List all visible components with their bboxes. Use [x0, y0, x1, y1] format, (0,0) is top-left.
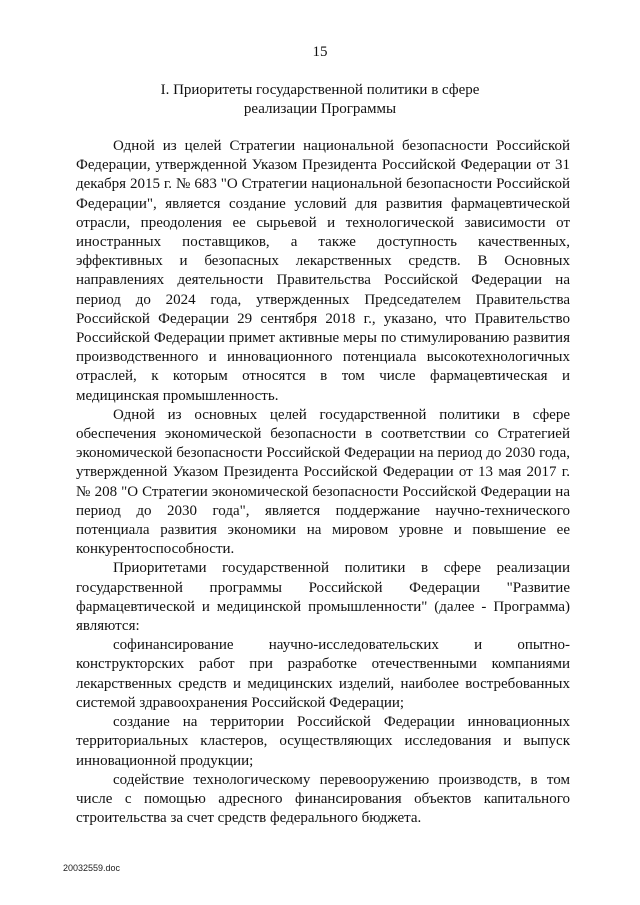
section-heading-line-2: реализации Программы	[243, 101, 397, 117]
section-heading	[0, 81, 640, 119]
priority-item-clusters: создание на территории Российской Федерации инновационных территориальных кластеров, осуществляющих исследования и выпуск инновационной продукции;	[76, 714, 570, 769]
paragraph-strategy-national-security: Одной из целей Стратегии национальной безопасности Российской Федерации, утвержденной Указом Президента Российской Федерации от 31 декабря 2015 г. № 683 "О Стратегии национальной безопасности Российской Федерации", является создание условий для развития фармацевтической отрасли, преодоления ее сырьевой и технологической зависимости от иностранных поставщиков, а также доступность качественных, эффективных и безопасных лекарственных средств. В Основных направлениях деятельности Правительства Российской Федерации на период до 2024 года, утвержденных Председателем Правительства Российской Федерации 29 сентября 2018 г., указано, что Правительство Российской Федерации примет активные меры по стимулированию развития производственного и инновационного потенциала высокотехнологичных отраслей, к которым относятся в том числе фармацевтическая и медицинская промышленность.	[76, 138, 570, 404]
priority-item-reequipment: содействие технологическому перевооружению производств, в том числе с помощью адресного финансирования объектов капитального строительства за счет средств федерального бюджета.	[76, 771, 570, 827]
priority-item-cofinancing: софинансирование научно-исследовательских и опытно-конструкторских работ при разработке отечественными компаниями лекарственных средств и медицинских изделий, наиболее востребованных системой здравоохранения Российской Федерации;	[76, 637, 570, 711]
page-number: 15	[312, 44, 328, 60]
footer-file-name: 20032559.doc	[63, 863, 121, 873]
section-heading-line-1: I. Приоритеты государственной политики в сфере	[160, 82, 480, 98]
paragraph-priorities-intro: Приоритетами государственной политики в сфере реализации государственной программы Российской Федерации "Развитие фармацевтической и медицинской промышленности" (далее - Программа) являются:	[76, 560, 570, 635]
paragraph-economic-security: Одной из основных целей государственной политики в сфере обеспечения экономической безопасности в соответствии со Стратегией экономической безопасности Российской Федерации на период до 2030 года, утвержденной Указом Президента Российской Федерации от 13 мая 2017 г. № 208 "О Стратегии экономической безопасности Российской Федерации на период до 2030 года", является поддержание научно-технического потенциала развития экономики на мировом уровне и повышение ее конкурентоспособности.	[76, 406, 570, 558]
document-body	[76, 137, 570, 828]
